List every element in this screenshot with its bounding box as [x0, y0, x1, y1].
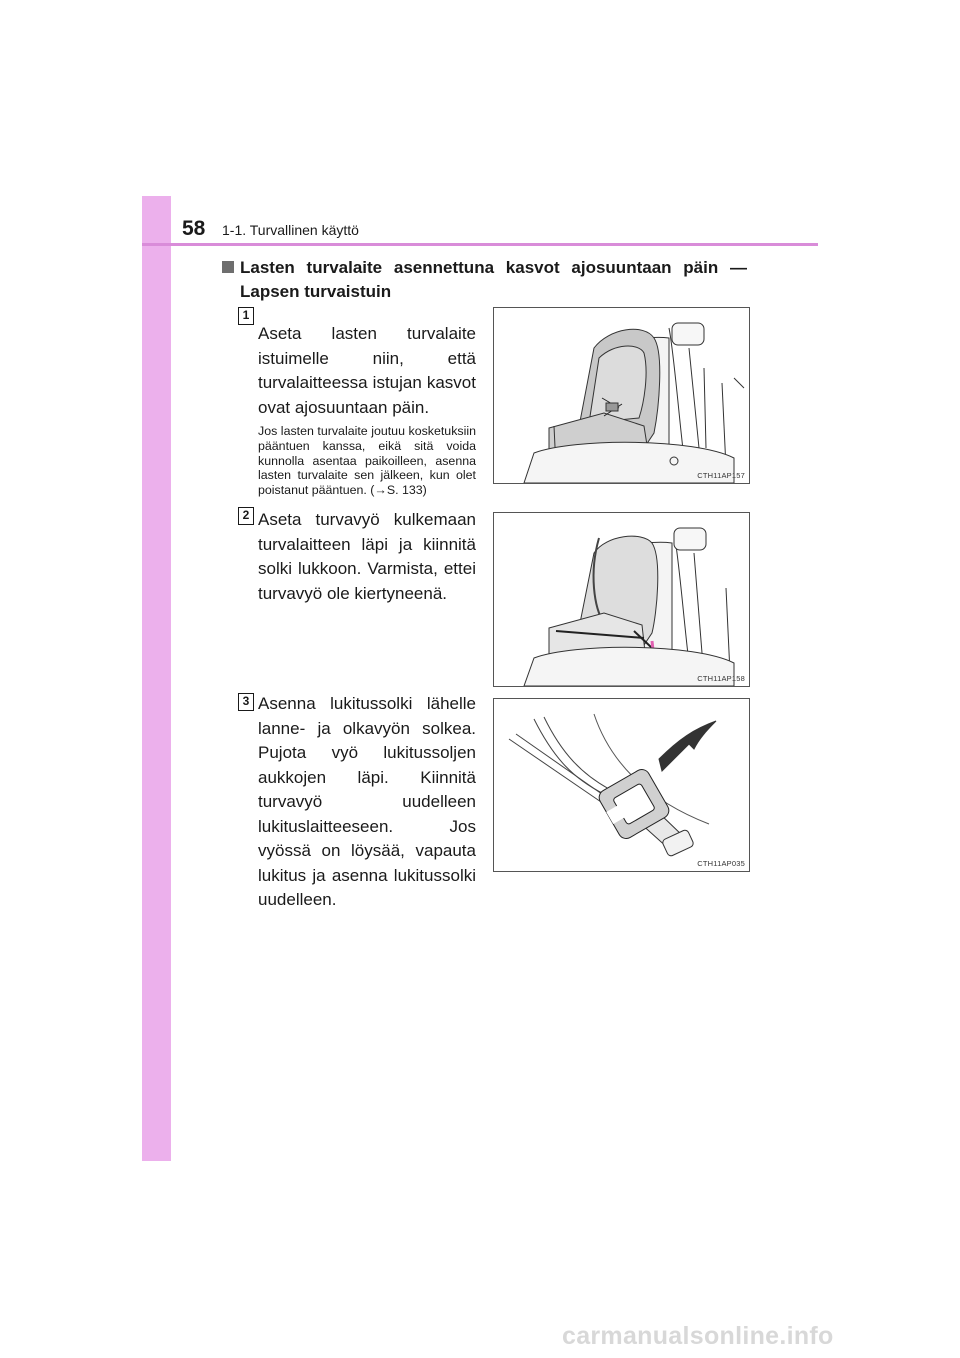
figure-code: CTH11AP157: [697, 471, 745, 480]
figure-child-seat-placed: [493, 307, 750, 484]
step-2-text: Aseta turvavyö kulkemaan turvalaitteen läpi ja kiinnitä solki lukkoon. Varmista, ettei turvavyö ole kiertyneenä.: [258, 510, 476, 603]
step-number-2: 2: [238, 507, 254, 525]
figure-seat-belt-routed: [493, 512, 750, 687]
step-1-note: Jos lasten turvalaite joutuu kosketuksiin pääntuen kanssa, eikä sitä voida kunnolla asentaa paikoilleen, asenna lasten turvalaite sen jälkeen, kun olet poistanut pääntuen. (→S. 133): [258, 424, 476, 498]
header-rule: [142, 243, 818, 246]
step-number-1: 1: [238, 307, 254, 325]
step-number-3: 3: [238, 693, 254, 711]
figure-locking-clip: [493, 698, 750, 872]
heading-line-1: Lasten turvalaite asennettuna kasvot ajosuuntaan päin —: [240, 258, 747, 277]
heading-line-2: Lapsen turvaistuin: [240, 282, 392, 301]
figure-code: CTH11AP035: [697, 859, 745, 868]
figure-code: CTH11AP158: [697, 674, 745, 683]
section-title: 1-1. Turvallinen käyttö: [222, 222, 359, 238]
square-bullet-icon: [222, 261, 234, 273]
page-number: 58: [182, 217, 206, 240]
subsection-heading: [222, 256, 752, 304]
step-3-text: Asenna lukitussolki lähelle lanne- ja olkavyön solkea. Pujota vyö lukitussoljen aukkojen läpi. Kiinnitä turvavyö uudelleen lukituslaitteeseen. Jos vyössä on löysää, vapauta lukitus ja asenna lukitussolki uudelleen.: [258, 694, 476, 909]
watermark: carmanualsonline.info: [562, 1322, 834, 1350]
step-1-text: Aseta lasten turvalaite istuimelle niin, että turvalaitteessa istujan kasvot ovat ajosuuntaan päin.: [258, 324, 476, 417]
chapter-sidebar-tab: [142, 196, 171, 1161]
